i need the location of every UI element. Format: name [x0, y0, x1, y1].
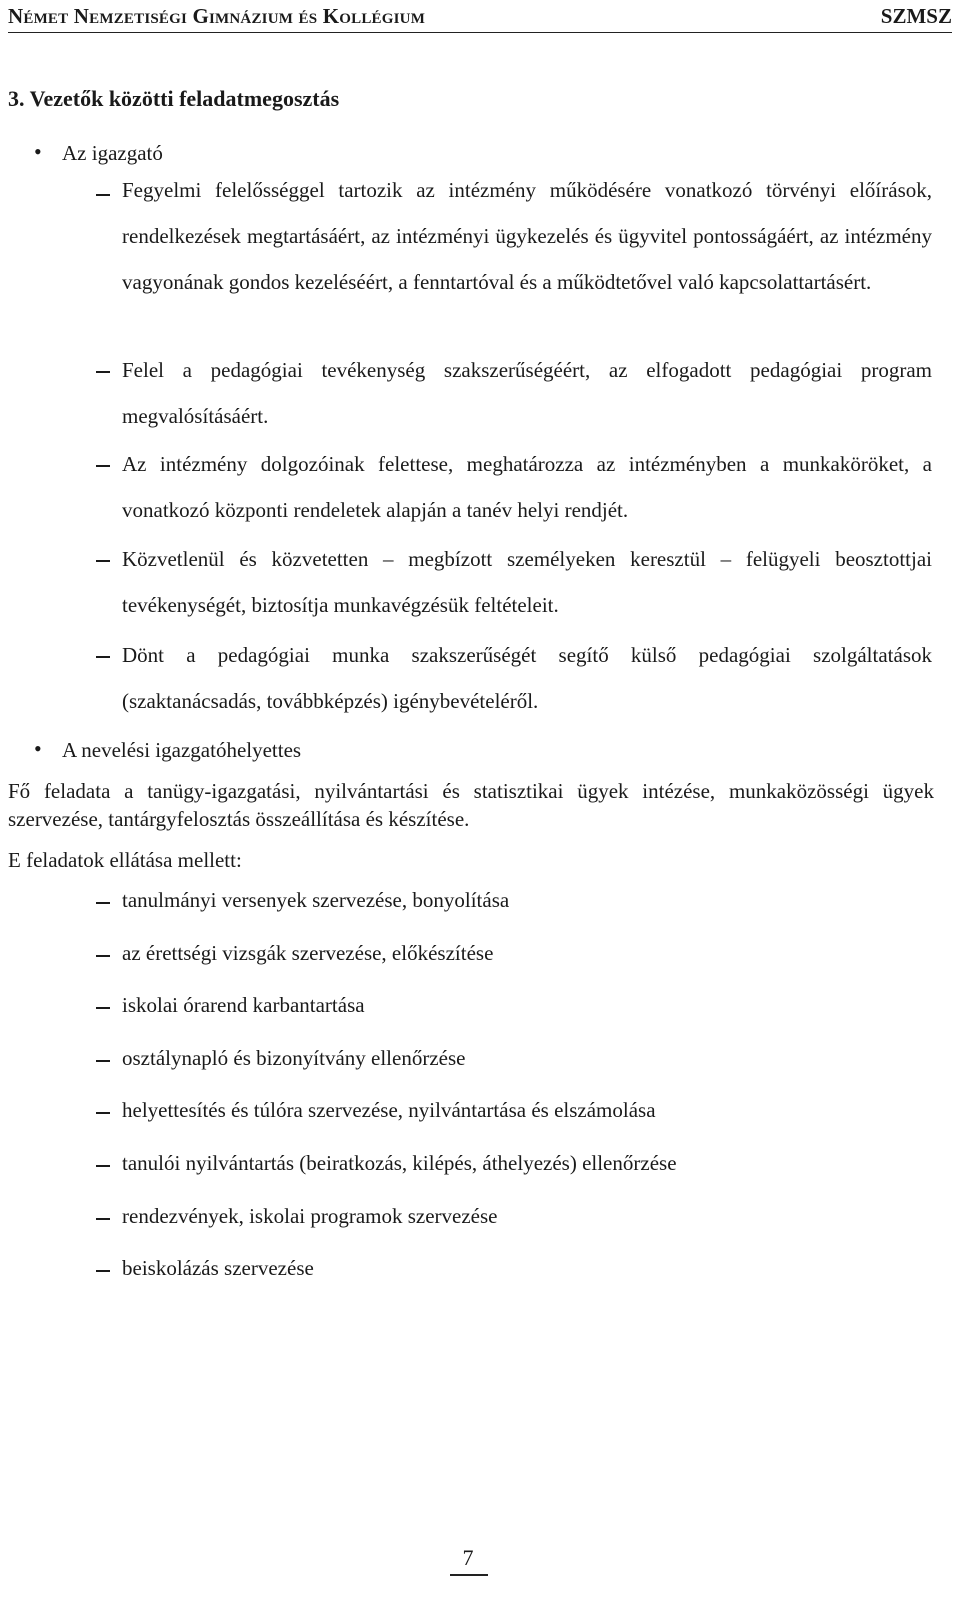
dash-icon	[96, 656, 110, 658]
page-header	[8, 0, 952, 33]
director-duty-5: Dönt a pedagógiai munka szakszerűségét segítő külső pedagógiai szolgáltatások (szaktanácsadás, továbbképzés) igénybevételéről.	[122, 643, 932, 713]
dash-icon	[96, 1218, 110, 1220]
deputy-label: A nevelési igazgatóhelyettes	[62, 738, 302, 762]
dash-icon	[96, 194, 110, 196]
page-number-underline	[450, 1574, 488, 1576]
dash-icon	[96, 902, 110, 904]
deputy-intro: E feladatok ellátása mellett:	[8, 848, 242, 872]
director-duty-2: Felel a pedagógiai tevékenység szakszerűségéért, az elfogadott pedagógiai program megvalósításáért.	[122, 358, 932, 428]
deputy-task-5: helyettesítés és túlóra szervezése, nyilvántartása és elszámolása	[122, 1098, 656, 1122]
deputy-task-7: rendezvények, iskolai programok szervezése	[122, 1204, 498, 1228]
bullet-icon: •	[34, 736, 42, 761]
dash-icon	[96, 560, 110, 562]
dash-icon	[96, 1060, 110, 1062]
document-code: SZMSZ	[880, 4, 952, 28]
dash-icon	[96, 1007, 110, 1009]
director-duty-3: Az intézmény dolgozóinak felettese, meghatározza az intézményben a munkaköröket, a vonatkozó központi rendeletek alapján a tanév helyi rendjét.	[122, 452, 932, 522]
deputy-task-4: osztálynapló és bizonyítvány ellenőrzése	[122, 1046, 466, 1070]
director-duty-4: Közvetlenül és közvetetten – megbízott személyeken keresztül – felügyeli beosztottjai tevékenységét, biztosítja munkavégzésük feltételeit.	[122, 547, 932, 617]
deputy-task-8: beiskolázás szervezése	[122, 1256, 314, 1280]
page-number: 7	[462, 1545, 474, 1570]
section-title: 3. Vezetők közötti feladatmegosztás	[8, 86, 340, 111]
director-duty-1: Fegyelmi felelősséggel tartozik az intézmény működésére vonatkozó törvényi előírások, rendelkezések megtartásáért, az intézményi ügykezelés és ügyvitel pontosságáért, az intézmény vagyonának gondos kezeléséért, a fenntartóval és a működtetővel való kapcsolattartásért.	[122, 178, 932, 294]
deputy-task-1: tanulmányi versenyek szervezése, bonyolítása	[122, 888, 510, 912]
dash-icon	[96, 465, 110, 467]
deputy-task-3: iskolai órarend karbantartása	[122, 993, 365, 1017]
deputy-task-6: tanulói nyilvántartás (beiratkozás, kilépés, áthelyezés) ellenőrzése	[122, 1151, 677, 1175]
deputy-task-2: az érettségi vizsgák szervezése, előkészítése	[122, 941, 494, 965]
dash-icon	[96, 1112, 110, 1114]
bullet-icon: •	[34, 139, 42, 164]
dash-icon	[96, 1270, 110, 1272]
school-name: Német Nemzetiségi Gimnázium és Kollégium	[8, 4, 426, 28]
deputy-main-task: Fő feladata a tanügy-igazgatási, nyilvántartási és statisztikai ügyek intézése, munkaközösségi ügyek szervezése, tantárgyfelosztás összeállítása és készítése.	[8, 779, 934, 831]
dash-icon	[96, 1165, 110, 1167]
dash-icon	[96, 955, 110, 957]
director-label: Az igazgató	[62, 141, 163, 165]
dash-icon	[96, 371, 110, 373]
